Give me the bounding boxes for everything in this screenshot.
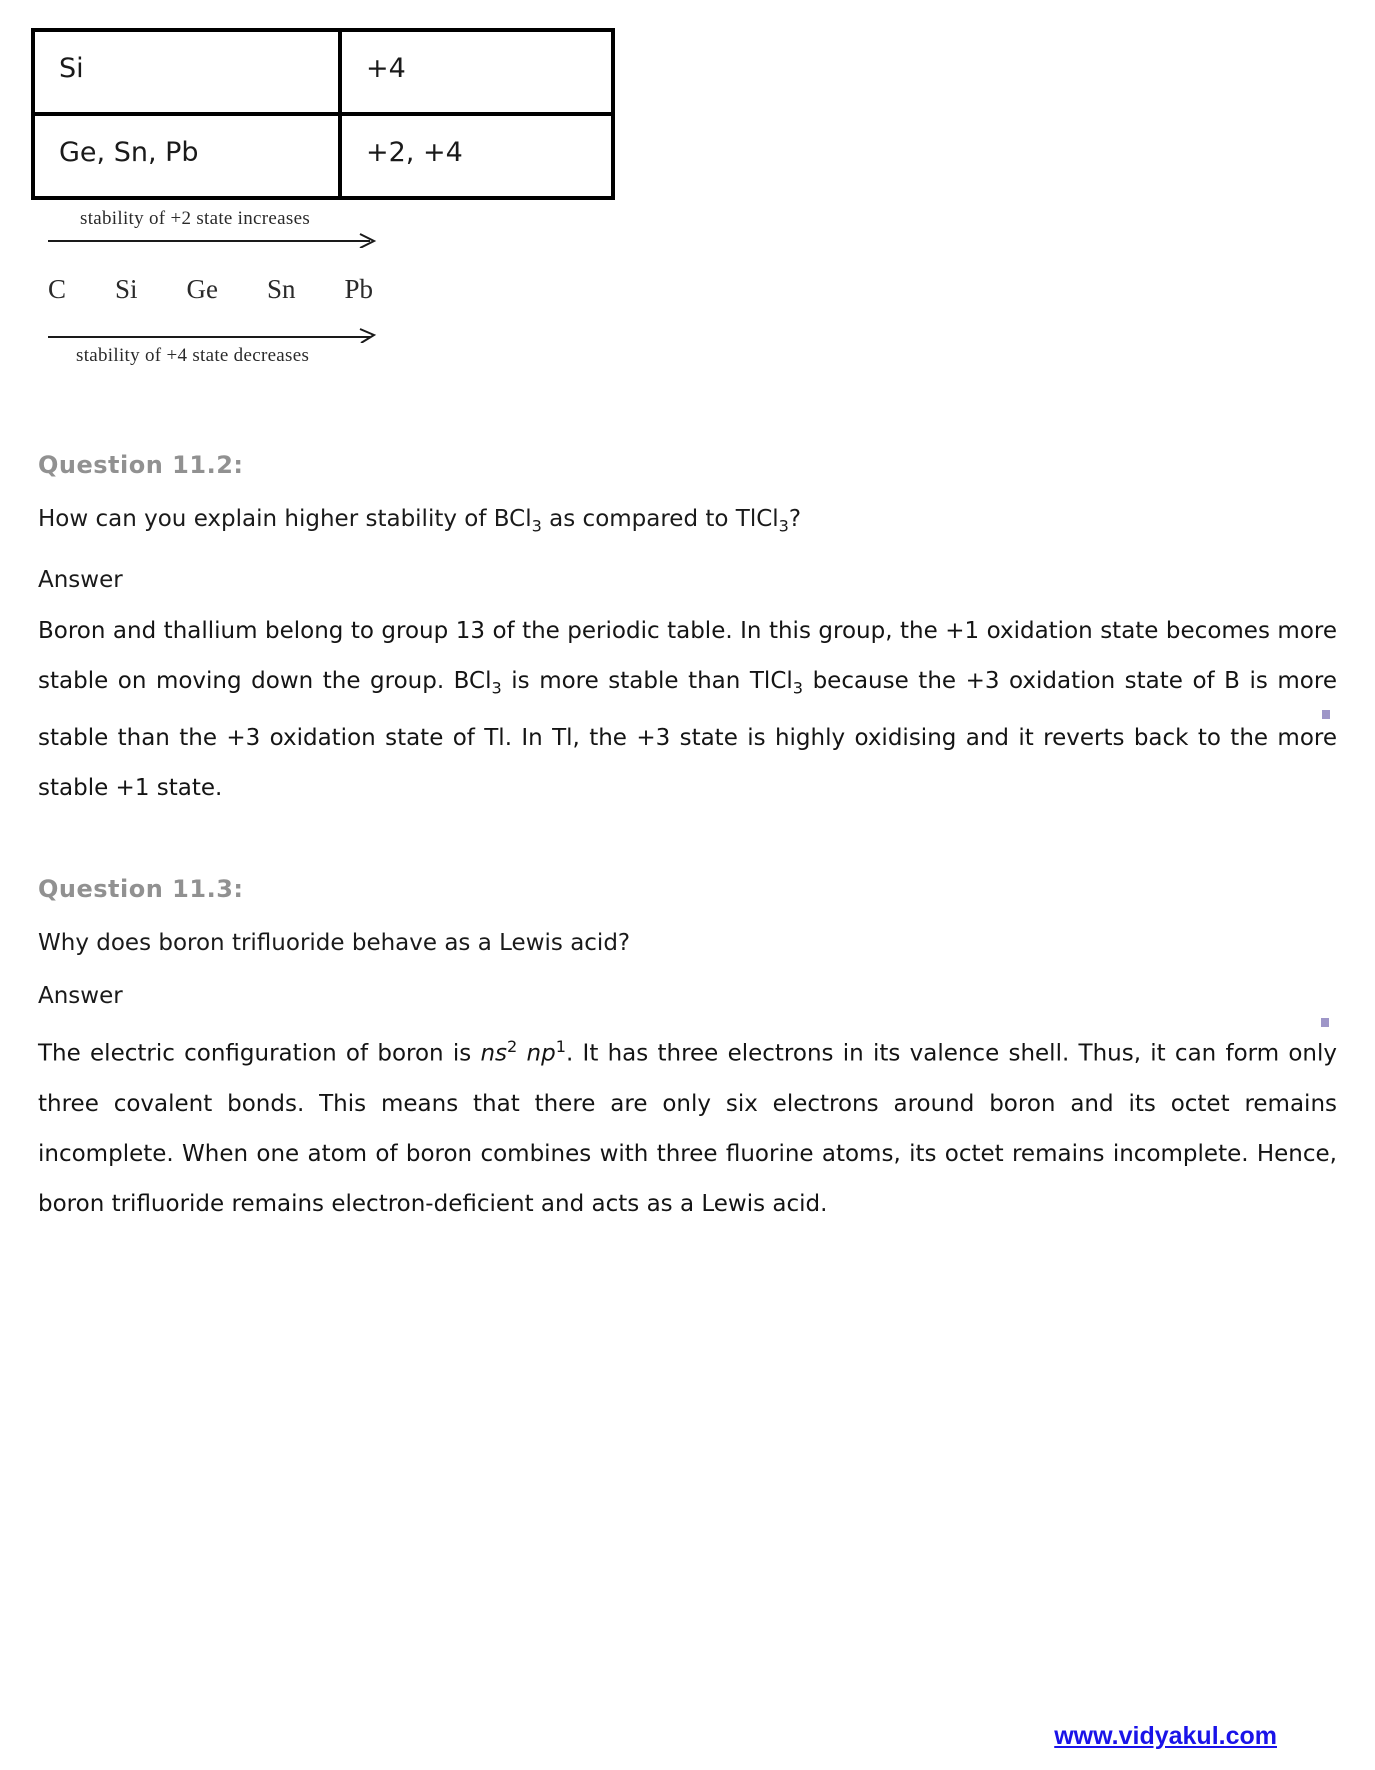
question-11-2-text: How can you explain higher stability of BCl$_3$ as compared to TlCl$_3$? bbox=[38, 506, 802, 536]
right-arrow-icon bbox=[48, 232, 378, 248]
element-symbol: Pb bbox=[344, 274, 373, 304]
scan-artifact-dot bbox=[1322, 710, 1330, 719]
group14-elements-row bbox=[48, 274, 373, 305]
question-11-3-block bbox=[38, 875, 1337, 1229]
scan-artifact-dot bbox=[1321, 1018, 1329, 1027]
table-cell-elements: Ge, Sn, Pb bbox=[33, 114, 340, 198]
question-11-3-text: Why does boron trifluoride behave as a Lewis acid? bbox=[38, 930, 631, 957]
answer-label: Answer bbox=[38, 983, 123, 1010]
table-cell-states: +2, +4 bbox=[340, 114, 613, 198]
question-11-3-heading: Question 11.3: bbox=[38, 875, 244, 904]
table-row bbox=[33, 30, 613, 114]
bottom-arrow-label: stability of +4 state decreases bbox=[76, 345, 310, 366]
top-arrow-label: stability of +2 state increases bbox=[80, 208, 311, 229]
table-cell-states: +4 bbox=[340, 30, 613, 114]
element-symbol: Sn bbox=[266, 274, 296, 304]
answer-11-3-paragraph: The electric configuration of boron is $ns^2$ $np^1$. It has three electrons in its valence shell. Thus, it can form only three covalent bonds. This means that there are only six electrons around boron and its octet remains incomplete. When one atom of boron combines with three fluorine atoms, its octet remains incomplete. Hence, boron trifluoride remains electron-deficient and acts as a Lewis acid. bbox=[38, 1037, 1338, 1217]
answer-11-2-paragraph: Boron and thallium belong to group 13 of the periodic table. In this group, the +1 oxidation state becomes more stable on moving down the group. BCl$_3$ is more stable than TlCl$_3$ because the +3 oxidation state of B is more stable than the +3 oxidation state of Tl. In Tl, the +3 state is highly oxidising and it reverts back to the more stable +1 state. bbox=[38, 617, 1337, 802]
question-11-2-block bbox=[38, 451, 1337, 813]
vidyakul-footer-link[interactable]: www.vidyakul.com bbox=[1054, 1722, 1277, 1750]
question-11-2-heading: Question 11.2: bbox=[38, 451, 244, 479]
right-arrow-icon bbox=[48, 327, 378, 343]
oxidation-states-table bbox=[31, 28, 615, 200]
stability-trend-diagram bbox=[48, 208, 388, 367]
table-row bbox=[33, 114, 613, 198]
document-page bbox=[0, 28, 1375, 1770]
answer-label: Answer bbox=[38, 566, 123, 593]
element-symbol: C bbox=[48, 274, 67, 304]
element-symbol: Si bbox=[114, 274, 138, 304]
table-cell-elements: Si bbox=[33, 30, 340, 114]
element-symbol: Ge bbox=[186, 274, 218, 304]
